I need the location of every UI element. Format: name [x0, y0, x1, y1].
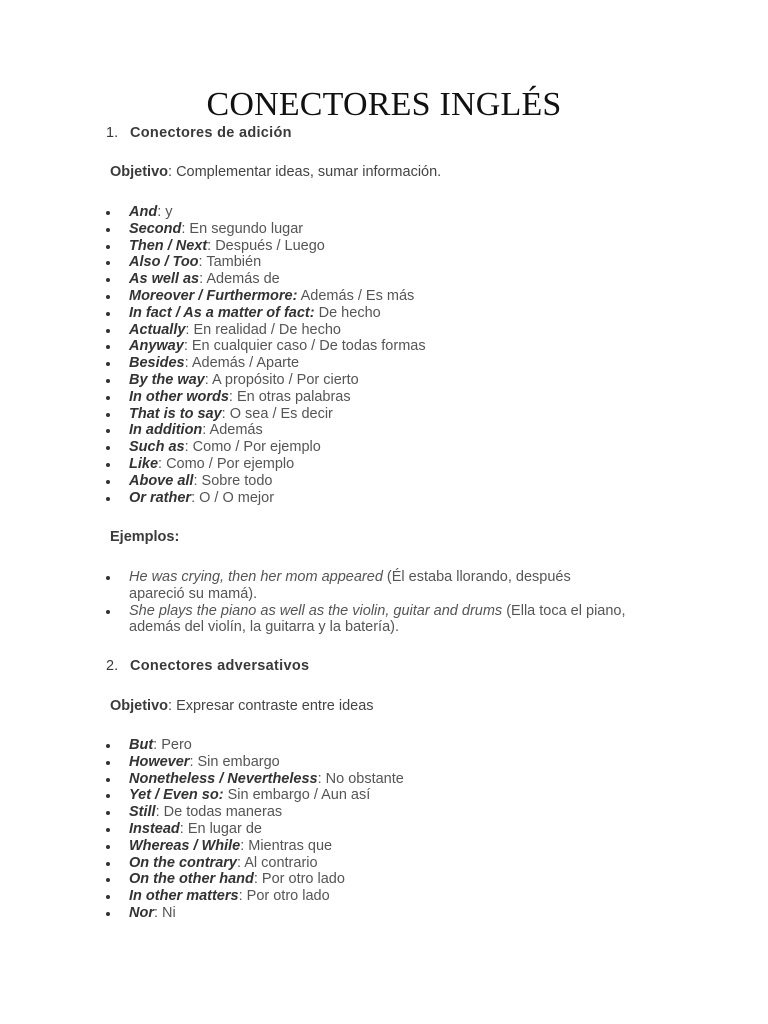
connector-meaning: : En otras palabras [228, 388, 351, 405]
connector-term: Like [129, 455, 159, 472]
connector-meaning: : Al contrario [236, 854, 318, 871]
connector-term: Still [129, 804, 156, 821]
connector-term: Or rather [129, 489, 192, 506]
list-item [106, 473, 426, 490]
connector-term: On the contrary [129, 854, 237, 871]
list-item [106, 771, 404, 788]
list-item [106, 271, 426, 288]
bullet-icon [106, 576, 110, 580]
list-item [106, 288, 426, 305]
connector-meaning: : Como / Por ejemplo [158, 455, 295, 472]
section-1-title: Conectores de adición [130, 125, 292, 141]
connector-meaning: De hecho [314, 304, 381, 321]
list-item [106, 439, 426, 456]
list-item [106, 254, 426, 271]
section-2-heading [106, 658, 309, 674]
section-1-objective [110, 164, 441, 180]
connector-term: Such as [129, 439, 185, 456]
connector-term: However [129, 753, 190, 770]
list-item [106, 204, 426, 221]
connector-meaning: : Después / Luego [207, 237, 325, 254]
connector-term: Second [129, 220, 182, 237]
example-english: He was crying, then her mom appeared [129, 569, 383, 585]
examples-label: Ejemplos: [110, 529, 180, 545]
connector-meaning: : Sin embargo [189, 753, 280, 770]
connector-term: By the way [129, 371, 205, 388]
connector-term: In other words [129, 388, 229, 405]
bullet-icon [106, 446, 110, 450]
bullet-icon [106, 828, 110, 832]
list-item [106, 422, 426, 439]
connector-meaning: : y [157, 204, 173, 220]
connector-meaning: : Además de [199, 271, 280, 288]
connector-meaning: : Además / Aparte [184, 355, 300, 372]
connector-term: Whereas / While [129, 837, 241, 854]
connector-term: In other matters [129, 888, 239, 905]
connector-term: Moreover / Furthermore: [129, 287, 298, 304]
connector-meaning: : En realidad / De hecho [185, 321, 341, 338]
bullet-icon [106, 211, 110, 215]
examples-heading [110, 529, 179, 545]
connector-term: Nor [129, 904, 154, 921]
objective-text: : Complementar ideas, sumar información. [168, 164, 442, 180]
list-item [106, 871, 404, 888]
connector-term: Besides [129, 355, 185, 372]
list-item [106, 804, 404, 821]
list-item [106, 221, 426, 238]
example-spanish: (Él estaba llorando, después apareció su mamá). [129, 569, 571, 602]
example-item [106, 603, 626, 637]
connector-meaning: Además / Es más [297, 287, 415, 304]
connector-meaning: : Sobre todo [193, 472, 273, 489]
connector-term: On the other hand [129, 871, 254, 888]
bullet-icon [106, 878, 110, 882]
connector-meaning: : Como / Por ejemplo [184, 439, 321, 456]
example-item [106, 569, 626, 603]
connector-meaning: : A propósito / Por cierto [204, 371, 359, 388]
bullet-icon [106, 811, 110, 815]
bullet-icon [106, 463, 110, 467]
list-item [106, 456, 426, 473]
list-item [106, 821, 404, 838]
page-title: CONECTORES INGLÉS [206, 86, 562, 123]
list-item [106, 855, 404, 872]
bullet-icon [106, 362, 110, 366]
bullet-icon [106, 912, 110, 916]
bullet-icon [106, 345, 110, 349]
bullet-icon [106, 312, 110, 316]
connector-meaning: : No obstante [317, 770, 404, 787]
connector-term: Instead [129, 820, 180, 837]
bullet-icon [106, 261, 110, 265]
connector-meaning: : Por otro lado [238, 888, 330, 905]
bullet-icon [106, 497, 110, 501]
connector-meaning: : También [198, 254, 262, 271]
bullet-icon [106, 278, 110, 282]
list-item [106, 389, 426, 406]
connector-term: In fact / As a matter of fact: [129, 304, 315, 321]
bullet-icon [106, 895, 110, 899]
connector-meaning: : De todas maneras [155, 804, 283, 821]
bullet-icon [106, 845, 110, 849]
connector-meaning: : O sea / Es decir [221, 405, 333, 422]
section-1-heading [106, 125, 292, 141]
section-2-title: Conectores adversativos [130, 658, 310, 674]
connector-meaning: : En cualquier caso / De todas formas [183, 338, 426, 355]
list-item [106, 787, 404, 804]
connector-term: Anyway [129, 338, 184, 355]
example-english: She plays the piano as well as the violin, guitar and drums [129, 602, 503, 619]
bullet-icon [106, 794, 110, 798]
list-item [106, 737, 404, 754]
bullet-icon [106, 429, 110, 433]
section-1-connector-list [106, 204, 426, 506]
connector-term: Yet / Even so: [129, 787, 224, 804]
connector-term: Actually [129, 321, 186, 338]
list-item [106, 372, 426, 389]
connector-meaning: Sin embargo / Aun así [223, 787, 371, 804]
bullet-icon [106, 761, 110, 765]
connector-term: As well as [129, 271, 200, 288]
list-item [106, 338, 426, 355]
connector-term: Above all [129, 472, 194, 489]
connector-meaning: : Mientras que [240, 837, 333, 854]
connector-meaning: : En segundo lugar [181, 220, 304, 237]
connector-term: But [129, 737, 154, 753]
section-2-objective [110, 698, 374, 714]
bullet-icon [106, 480, 110, 484]
examples-list [106, 569, 626, 636]
bullet-icon [106, 744, 110, 748]
connector-meaning: : Por otro lado [253, 871, 345, 888]
list-item [106, 905, 404, 922]
connector-term: That is to say [129, 405, 222, 422]
list-item [106, 406, 426, 423]
list-item [106, 305, 426, 322]
section-2-number: 2. [106, 658, 119, 674]
list-item [106, 888, 404, 905]
bullet-icon [106, 610, 110, 614]
bullet-icon [106, 862, 110, 866]
list-item [106, 355, 426, 372]
list-item [106, 838, 404, 855]
list-item [106, 322, 426, 339]
bullet-icon [106, 396, 110, 400]
bullet-icon [106, 295, 110, 299]
connector-meaning: : Pero [153, 737, 192, 753]
example-spanish: (Ella toca el piano, además del violín, la guitarra y la batería). [129, 602, 626, 636]
objective-label: Objetivo [110, 164, 169, 180]
connector-meaning: : En lugar de [179, 820, 262, 837]
bullet-icon [106, 778, 110, 782]
list-item [106, 754, 404, 771]
connector-term: Nonetheless / Nevertheless [129, 770, 318, 787]
connector-meaning: : Ni [153, 904, 176, 921]
connector-term: Also / Too [129, 254, 199, 271]
bullet-icon [106, 329, 110, 333]
bullet-icon [106, 245, 110, 249]
connector-term: And [129, 204, 158, 220]
bullet-icon [106, 413, 110, 417]
objective-text: : Expresar contraste entre ideas [168, 698, 374, 714]
section-2-connector-list [106, 737, 404, 922]
objective-label: Objetivo [110, 698, 169, 714]
bullet-icon [106, 228, 110, 232]
connector-term: Then / Next [129, 237, 208, 254]
list-item [106, 238, 426, 255]
connector-meaning: : Además [202, 422, 263, 439]
connector-meaning: : O / O mejor [191, 489, 275, 506]
connector-term: In addition [129, 422, 203, 439]
list-item [106, 490, 426, 507]
bullet-icon [106, 379, 110, 383]
section-1-number: 1. [106, 125, 119, 141]
